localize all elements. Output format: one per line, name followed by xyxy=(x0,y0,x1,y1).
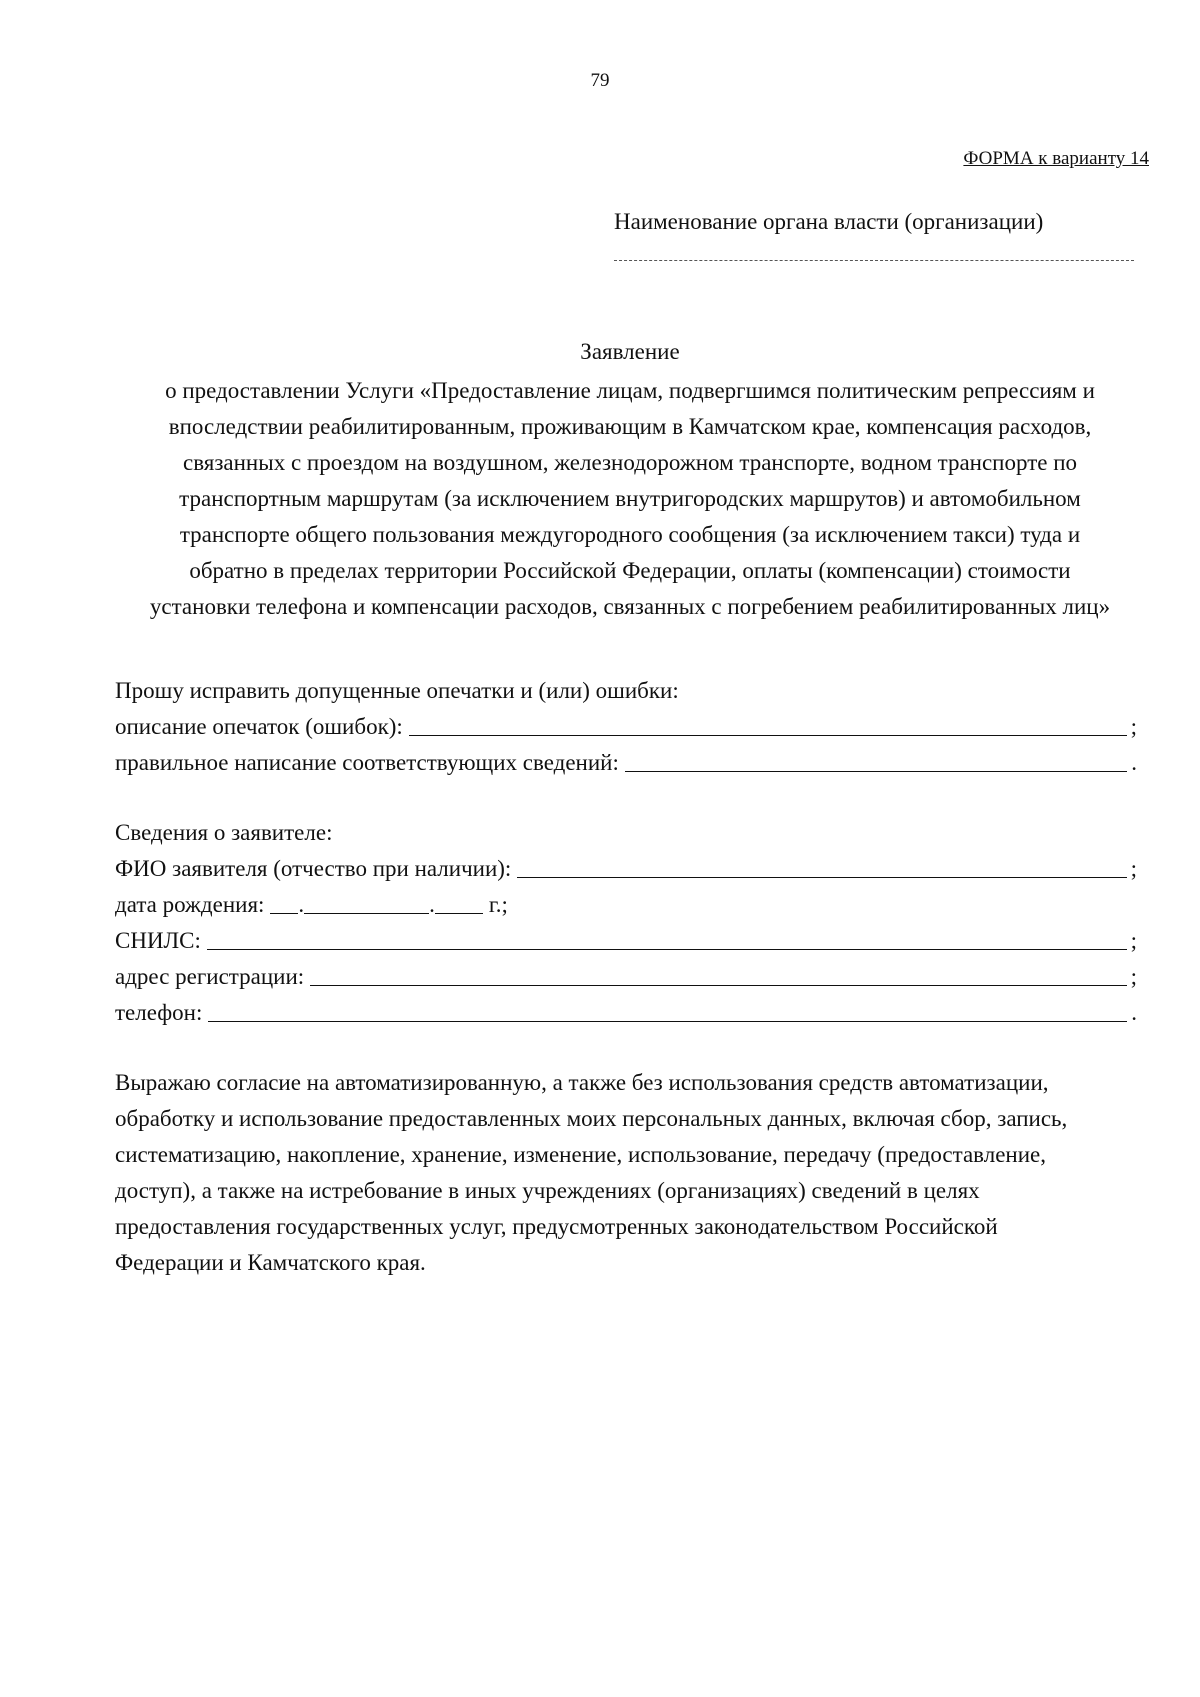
address-end: ; xyxy=(1130,964,1137,989)
phone-row xyxy=(115,995,1137,1031)
birth-year-field[interactable] xyxy=(435,912,483,914)
page-number: 79 xyxy=(590,70,610,91)
consent-line: Федерации и Камчатского края. xyxy=(115,1250,426,1275)
consent-line: обработку и использование предоставленных моих персональных данных, включая сбор, запись, xyxy=(115,1106,1068,1131)
correct-spelling-label: правильное написание соответствующих сведений: xyxy=(115,750,619,775)
snils-field[interactable] xyxy=(207,948,1127,950)
birth-date-label: дата рождения: xyxy=(115,892,265,917)
correct-spelling-end: . xyxy=(1131,750,1137,775)
heading-line: транспорте общего пользования междугородного сообщения (за исключением такси) туда и xyxy=(179,522,1081,547)
full-name-end: ; xyxy=(1130,856,1137,881)
birth-date-separator: . xyxy=(298,892,305,917)
full-name-field[interactable] xyxy=(517,876,1126,878)
snils-label: СНИЛС: xyxy=(115,928,201,953)
document-heading xyxy=(115,373,1145,625)
applicant-section xyxy=(115,815,1137,1031)
corrections-intro xyxy=(115,673,1137,709)
document-title: Заявление xyxy=(580,339,680,364)
address-label: адрес регистрации: xyxy=(115,964,305,989)
org-name-label: Наименование органа власти (организации) xyxy=(614,209,1044,234)
birth-date-separator: . xyxy=(429,892,435,917)
consent-line: систематизацию, накопление, хранение, изменение, использование, передачу (предоставление, xyxy=(115,1142,1046,1167)
heading-line: о предоставлении Услуги «Предоставление лицам, подвергшимся политическим репрессиям и xyxy=(165,378,1095,403)
snils-row xyxy=(115,923,1137,959)
corrections-intro-text: Прошу исправить допущенные опечатки и (или) ошибки: xyxy=(115,678,679,703)
phone-label: телефон: xyxy=(115,1000,203,1025)
org-name-block xyxy=(614,206,1134,261)
full-name-label: ФИО заявителя (отчество при наличии): xyxy=(115,856,512,881)
snils-end: ; xyxy=(1130,928,1137,953)
applicant-heading: Сведения о заявителе: xyxy=(115,820,333,845)
form-variant-label: ФОРМА к варианту 14 xyxy=(963,148,1149,169)
corrections-section xyxy=(115,673,1137,781)
correct-spelling-field[interactable] xyxy=(625,770,1127,772)
heading-line: впоследствии реабилитированным, проживающим в Камчатском крае, компенсация расходов, xyxy=(168,414,1092,439)
correct-spelling-row xyxy=(115,745,1137,781)
heading-line: связанных с проездом на воздушном, железнодорожном транспорте, водном транспорте по xyxy=(182,450,1078,475)
applicant-heading-row xyxy=(115,815,1137,851)
consent-paragraph xyxy=(115,1065,1140,1281)
heading-line: установки телефона и компенсации расходов, связанных с погребением реабилитированных лиц» xyxy=(149,594,1111,619)
org-name-field[interactable] xyxy=(614,260,1134,261)
typo-description-row xyxy=(115,709,1137,745)
typo-description-field[interactable] xyxy=(409,734,1127,736)
typo-description-label: описание опечаток (ошибок): xyxy=(115,714,403,739)
birth-day-field[interactable] xyxy=(270,912,298,914)
consent-line: доступ), а также на истребование в иных учреждениях (организациях) сведений в целях xyxy=(115,1178,980,1203)
heading-line: транспортным маршрутам (за исключением внутригородских маршрутов) и автомобильном xyxy=(179,486,1081,511)
consent-line: Выражаю согласие на автоматизированную, а также без использования средств автоматизации, xyxy=(115,1070,1049,1095)
birth-month-field[interactable] xyxy=(304,912,429,914)
consent-line: предоставления государственных услуг, предусмотренных законодательством Российской xyxy=(115,1214,998,1239)
birth-date-suffix: г.; xyxy=(488,892,508,917)
heading-line: обратно в пределах территории Российской Федерации, оплаты (компенсации) стоимости xyxy=(189,558,1071,583)
address-field[interactable] xyxy=(310,984,1126,986)
phone-field[interactable] xyxy=(208,1020,1127,1022)
typo-description-end: ; xyxy=(1130,714,1137,739)
phone-end: . xyxy=(1131,1000,1137,1025)
address-row xyxy=(115,959,1137,995)
birth-date-row xyxy=(115,887,1137,923)
full-name-row xyxy=(115,851,1137,887)
